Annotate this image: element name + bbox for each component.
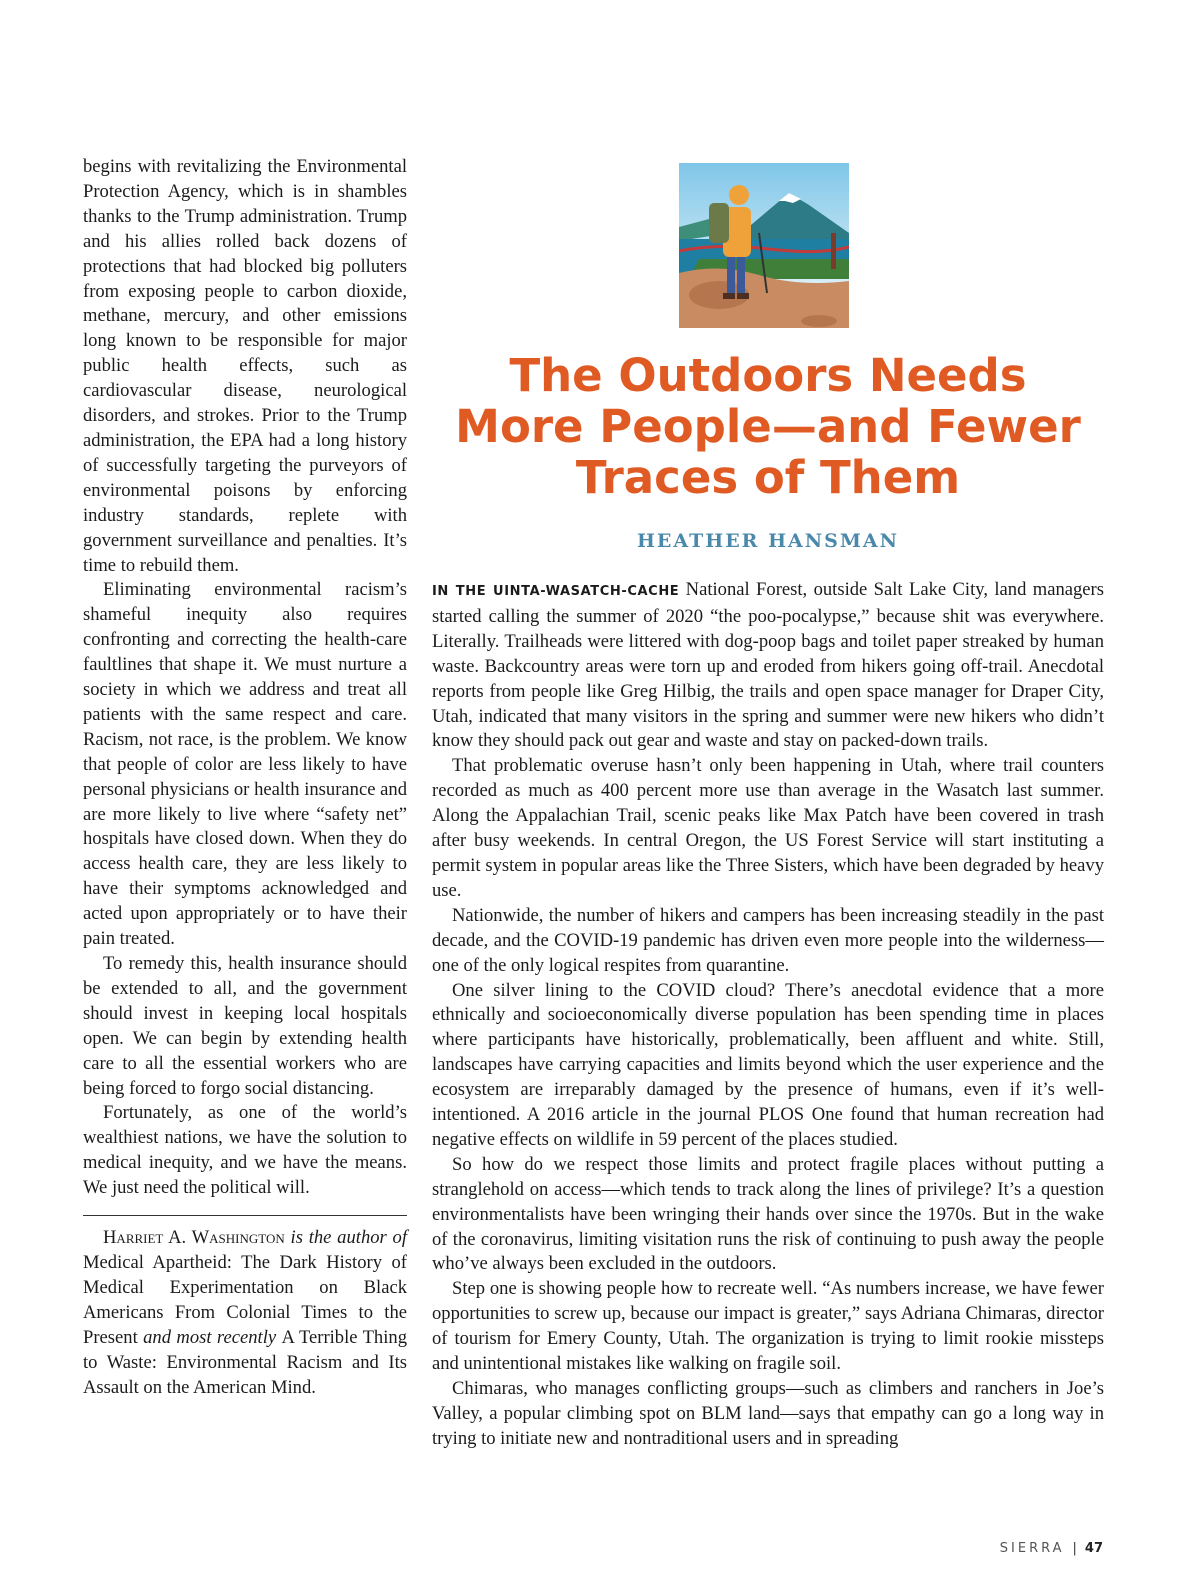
article-paragraph-7: Chimaras, who manages conflicting groups—such as climbers and ranchers in Joe’s Valley, a popular climbing spot on BLM land—says that empathy can go a long way in trying to initiate new and nontraditional users and in spreading — [432, 1378, 1104, 1449]
bio-divider — [83, 1215, 407, 1216]
article-paragraph-2: That problematic overuse hasn’t only been happening in Utah, where trail counters recorded as much as 400 percent more use than average in the Wasatch last summer. Along the Appalachian Trail, scenic peaks like Max Patch have been covered in trash after busy weekends. In central Oregon, the US Forest Service will start instituting a permit system in popular areas like the Three Sisters, which have been degraded by heavy use. — [432, 755, 1104, 901]
article-body — [432, 578, 1104, 1452]
left-paragraph-3: To remedy this, health insurance should be extended to all, and the government should invest in keeping local hospitals open. We can begin by extending health care to all the essential workers who are being forced to forgo social distancing. — [83, 953, 407, 1099]
bio-author-name: Harriet A. Washington — [103, 1227, 285, 1249]
article-headline — [432, 350, 1104, 503]
article-paragraph-6: Step one is showing people how to recreate well. “As numbers increase, we have fewer opportunities to screw up, because our impact is greater,” says Adriana Chimaras, director of tourism for Emery County, Utah. The organization is trying to limit rookie missteps and unintentional mistakes like walking on fragile soil. — [432, 1278, 1104, 1375]
article-byline: HEATHER HANSMAN — [636, 530, 900, 552]
headline-line-1: The Outdoors Needs — [509, 349, 1027, 402]
article-paragraph-3: Nationwide, the number of hikers and campers has been increasing steadily in the past decade, and the COVID-19 pandemic has driven even more people into the wilderness—one of the only logical respites from quarantine. — [432, 904, 1104, 976]
page-footer — [1000, 1541, 1103, 1556]
headline-line-2: More People—and Fewer — [455, 400, 1081, 453]
article-paragraph-4: One silver lining to the COVID cloud? There’s anecdotal evidence that a more ethnically and socioeconomically diverse population has been spending time in places where participants have historically, problematically, been affluent and white. Still, landscapes have carrying capacities and limits beyond which the user experience and the ecosystem are irreparably damaged by the presence of humans, even if it’s well-intentioned. A 2016 article in the journal PLOS One found that human recreation had negative effects on wildlife in 59 percent of the places studied. — [432, 979, 1104, 1150]
magazine-name: SIERRA — [999, 1541, 1065, 1556]
left-paragraph-4: Fortunately, as one of the world’s wealthiest nations, we have the solution to medical inequity, and we have the means. We just need the political will. — [83, 1102, 407, 1199]
left-paragraph-2: Eliminating environmental racism’s shameful inequity also requires confronting and correcting the health-care faultlines that shape it. We must nurture a society in which we address and treat all patients with the same respect and care. Racism, not race, is the problem. We know that people of color are less likely to have personal physicians or health insurance and are more likely to live where “safety net” hospitals have closed down. When they do access health care, they are less likely to have their symptoms acknowledged and acted upon appropriately or to have their pain treated. — [83, 579, 407, 950]
footer-separator: | — [1072, 1541, 1077, 1556]
left-column — [83, 155, 407, 1400]
bio-text-2: and most recently — [137, 1326, 282, 1348]
bio-book-1: Medical Apartheid: The Dark History of Medical Experimentation on Black Americans From Colonial Times to the Present — [83, 1251, 407, 1348]
article-lead-in: IN THE UINTA-WASATCH-CACHE — [432, 584, 680, 599]
hiker-illustration-icon — [679, 163, 849, 328]
article-paragraph-1-text: National Forest, outside Salt Lake City, land managers started calling the summer of 2020 “the poo-pocalypse,” because shit was everywhere. Literally. Trailheads were littered with dog-poop bags and toilet paper streaked by human waste. Backcountry areas were torn up and eroded from hikers going off-trail. Anecdotal reports from people like Greg Hilbig, the trails and open space manager for Draper City, Utah, indicated that many visitors in the spring and summer were new hikers who didn’t know they should pack out gear and waste and stay on packed-down trails. — [432, 579, 1104, 752]
bio-book-2: A Terrible Thing to Waste: Environmental Racism and Its Assault on the American Mind. — [83, 1326, 407, 1398]
left-paragraph-1: begins with revitalizing the Environmental Protection Agency, which is in shambles thanks to the Trump administration. Trump and his allies rolled back dozens of protections that had blocked big polluters from exposing people to carbon dioxide, methane, mercury, and other emissions long known to be responsible for major public health effects, such as cardiovascular disease, neurological disorders, and strokes. Prior to the Trump administration, the EPA had a long history of successfully targeting the purveyors of environmental poisons by enforcing industry standards, replete with government surveillance and penalties. It’s time to rebuild them. — [83, 156, 407, 576]
article-paragraph-5: So how do we respect those limits and protect fragile places without putting a stranglehold on access—which tends to track along the lines of privilege? It’s a question environmentalists have been wringing their hands over since the 1970s. But in the wake of the coronavirus, limiting visitation runs the risk of continuing to push away the people who’ve always been excluded in the outdoors. — [432, 1153, 1104, 1275]
bio-text-1: is the author of — [284, 1227, 407, 1249]
article-paragraph-1 — [432, 578, 1104, 754]
headline-line-3: Traces of Them — [575, 451, 961, 504]
page-number: 47 — [1084, 1541, 1103, 1556]
author-bio — [83, 1226, 407, 1400]
